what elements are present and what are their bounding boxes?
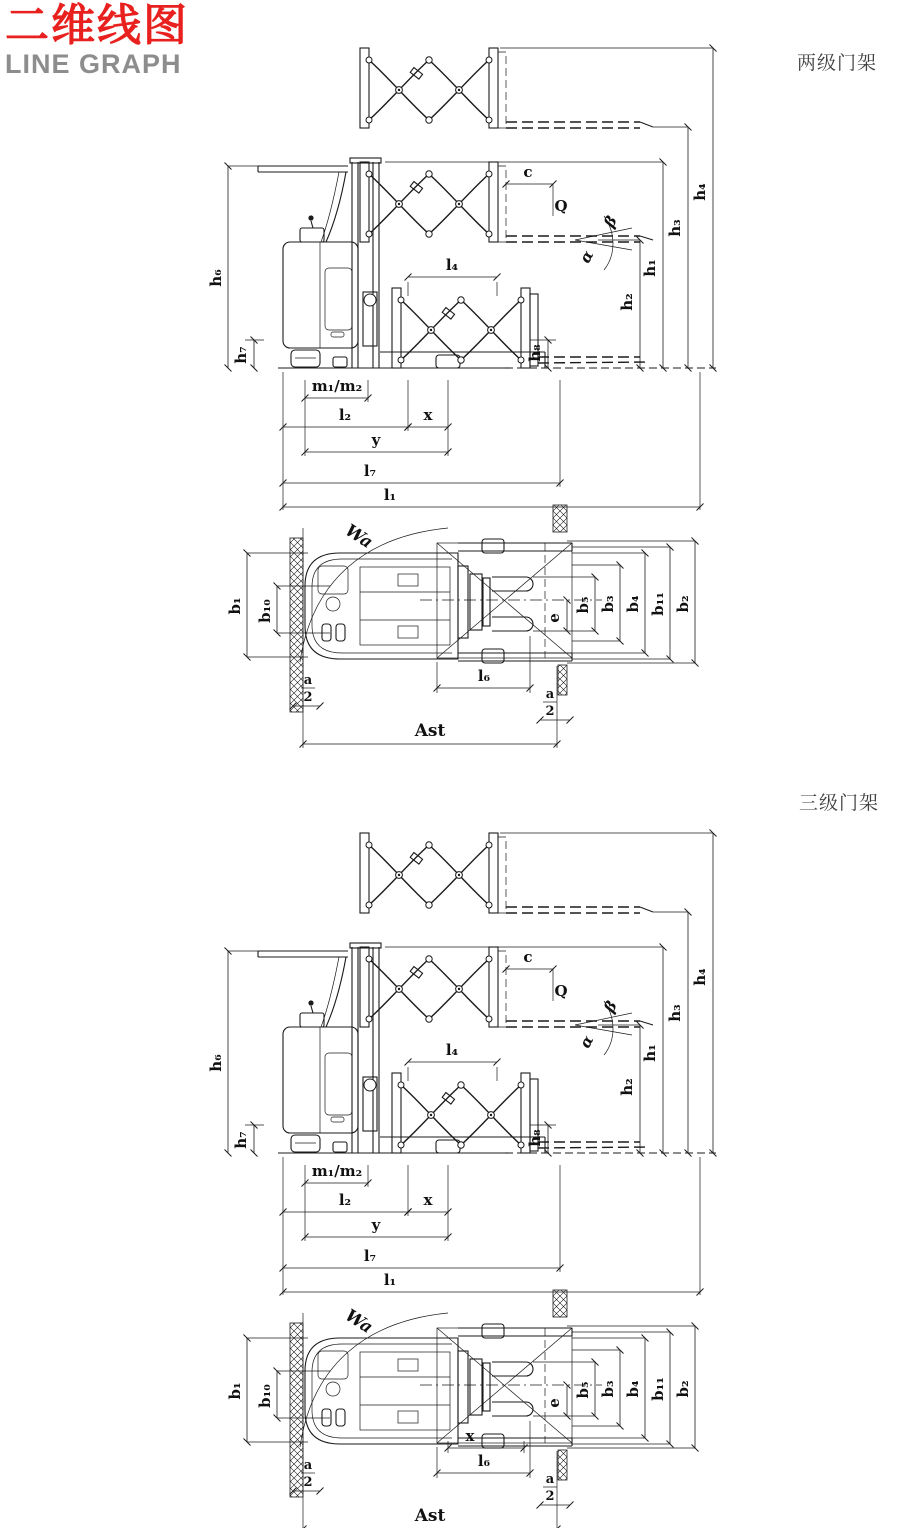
dim-b2-label: b₂ xyxy=(674,595,692,613)
dim-b11-label: b₁₁ xyxy=(649,592,667,616)
dim-l6-label: l₆ xyxy=(477,667,491,685)
page-title: 二维线图 xyxy=(5,1,189,50)
side-view xyxy=(207,48,716,510)
dim-h3-label: h₃ xyxy=(666,219,684,237)
dim-a2-left-den: 2 xyxy=(303,690,313,705)
dim-a2-right-den: 2 xyxy=(545,704,555,719)
dim-l2-label: l₂ xyxy=(338,406,352,424)
dim-b5-label: b₅ xyxy=(574,596,592,614)
dim-x-label: x xyxy=(423,406,433,424)
dim-b1-label: b₁ xyxy=(226,597,244,615)
dim-alpha-label: α xyxy=(575,247,598,266)
wall-hatch xyxy=(290,538,303,712)
dim-wa-label: Wa xyxy=(341,520,377,553)
dim-l7-label: l₇ xyxy=(363,462,377,480)
dim-h8-label: h₈ xyxy=(526,344,544,362)
truck-plan-body xyxy=(305,553,490,659)
dim-m1m2-label: m₁/m₂ xyxy=(311,377,363,395)
label-two-stage-mast: 两级门架 xyxy=(797,53,878,74)
dim-a2-left-num: a xyxy=(303,673,313,688)
dim-q-label: Q xyxy=(554,197,568,215)
dim-h1-label: h₁ xyxy=(641,259,659,277)
dim-a2-right-num: a xyxy=(545,687,555,702)
dim-l4-label: l₄ xyxy=(445,256,459,274)
dim-h4-label: h₄ xyxy=(691,183,709,201)
rack-post-top xyxy=(553,505,567,532)
reach-unit-middle xyxy=(360,162,653,242)
overhead-guard xyxy=(258,166,348,242)
page-subtitle: LINE GRAPH xyxy=(5,49,182,79)
dim-ast-label: Ast xyxy=(414,721,446,741)
dim-x-plan-extra xyxy=(448,1427,524,1453)
forks-plan xyxy=(492,577,533,631)
diagram-three-stage xyxy=(207,833,716,1528)
dim-h2-label: h₂ xyxy=(618,293,636,311)
dim-h6-label: h₆ xyxy=(207,269,225,287)
dim-c-label: c xyxy=(523,163,533,181)
dim-e-label: e xyxy=(545,613,563,623)
dim-b3-label: b₃ xyxy=(599,595,617,613)
reach-unit-bottom xyxy=(392,288,648,368)
turning-radius-arc xyxy=(300,528,448,662)
dim-h7-label: h₇ xyxy=(232,346,250,364)
dim-y-label: y xyxy=(371,431,381,449)
dim-x-plan-label: x xyxy=(465,1427,475,1445)
diagram-two-stage xyxy=(207,48,716,748)
dim-beta-label: β xyxy=(600,213,621,231)
rack-post-bottom xyxy=(558,665,567,695)
top-view xyxy=(226,505,695,748)
label-three-stage-mast: 三级门架 xyxy=(799,793,880,814)
dim-b10-label: b₁₀ xyxy=(256,599,274,623)
dim-b4-label: b₄ xyxy=(624,595,642,613)
reach-unit-top xyxy=(360,48,653,128)
dim-l1-label: l₁ xyxy=(383,486,397,504)
